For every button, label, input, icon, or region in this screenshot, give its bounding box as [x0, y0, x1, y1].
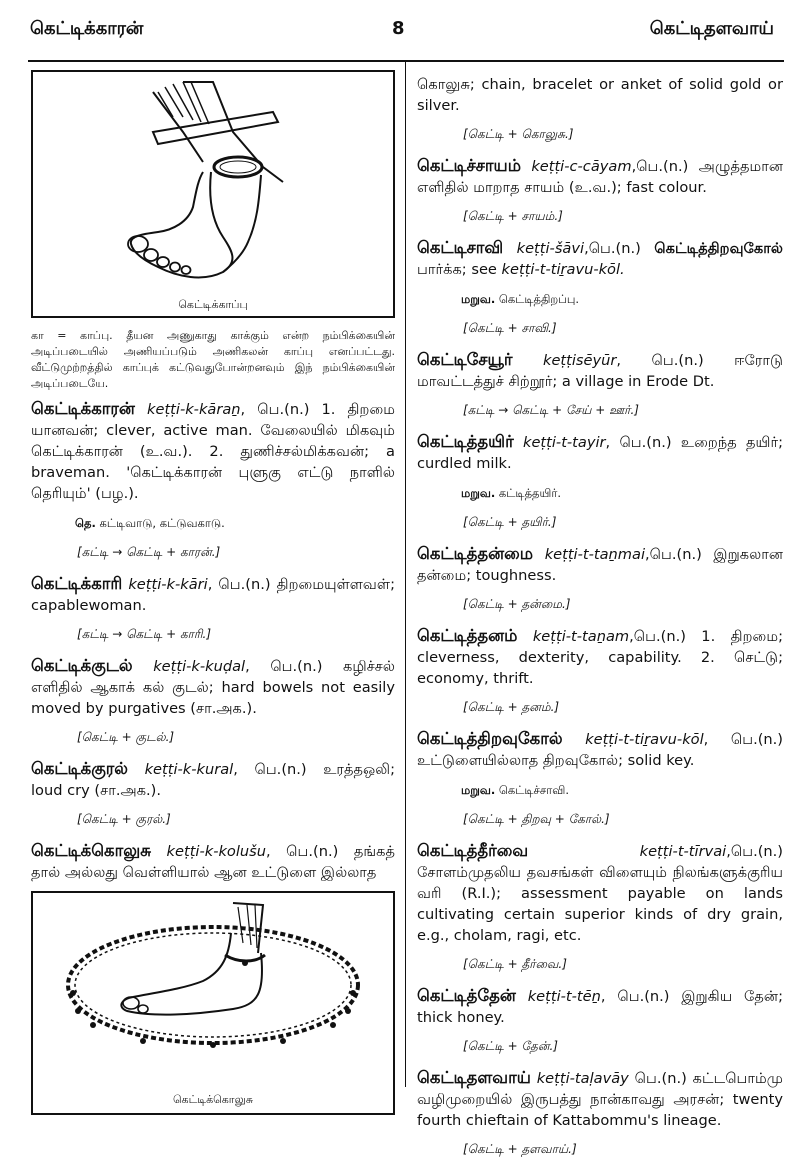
etymology: [கட்டி → கெட்டி + காரி.] [77, 627, 212, 641]
foot-with-anklet-illustration [33, 893, 393, 1113]
headword: கெட்டிசேயூர் [417, 350, 513, 369]
entry-kettikkural [31, 758, 395, 801]
sub-label: மறுவ. [461, 783, 496, 797]
entry-kettittiravukol [417, 728, 783, 771]
figure1-note: கா = காப்பு. தீயன அணுகாது காக்கும் என்ற நம்பிக்கையின் அடிப்படையில் அணியப்படும் அணிகலன் காப்பு எனப்பட்டது. வீட்டுமுற்றத்தில் காப்புக் கட்டுவதுபோன்றனவும் இந் நம்பிக்கையின் அடிப்படையே. [31, 329, 395, 390]
sub-label: தெ. [75, 516, 96, 530]
transliteration: keṭṭisēyūr [543, 352, 617, 369]
synonym-line [461, 483, 783, 504]
etymology: [கெட்டி + தீர்வை.] [463, 957, 567, 971]
definition: ,பெ.(n.) 1. திறமை; cleverness, dexterity, capability. 2. செட்டு; economy, thrift. [417, 628, 784, 687]
definition: , பெ.(n.) உரத்தஒலி; loud cry (சா.அக.). [31, 761, 395, 799]
etymology: [கெட்டி + தன்மை.] [463, 597, 571, 611]
definition: ,பெ.(n.) அழுத்தமான எளிதில் மாறாத சாயம் (உ.வ.); fast colour. [417, 158, 783, 196]
etymology: [கெட்டி + கொலுசு.] [463, 127, 574, 141]
entry-kettittanmai [417, 543, 783, 586]
definition: ,பெ.(n.) சோளம்முதலிய தவசங்கள் விளையும் நிலங்களுக்குரிய வரி (R.I.); assessment payable on lands cultivating certain superior kinds of dry grain, e.g., cholam, ragi, etc. [417, 843, 783, 944]
see-transliteration: keṭṭi-t-tiṟavu-kōl. [501, 261, 625, 278]
etymology: [கெட்டி + குடல்.] [77, 730, 175, 744]
transliteration: keṭṭi-t-taṉam [532, 628, 630, 645]
left-column [31, 70, 395, 1115]
definition: , பெ.(n.) திறமையுள்ளவள்; capablewoman. [31, 576, 395, 614]
definition: , பெ.(n.) தங்கத் தால் அல்லது வெள்ளியால் ஆன உட்டுளை இல்லாத [31, 843, 395, 881]
sub-text: கெட்டிச்சாவி. [498, 783, 570, 797]
transliteration: keṭṭi-k-kāraṉ [147, 401, 241, 418]
header-rule [28, 60, 784, 62]
page-number: 8 [392, 18, 405, 39]
entry-ketticcayam [417, 155, 783, 198]
entry-kettittirvai [417, 840, 783, 946]
page-header [0, 0, 800, 52]
transliteration: keṭṭi-šāvi [516, 240, 585, 257]
etymology: [கெட்டி + தளவாய்.] [463, 1142, 577, 1156]
entry-kettittayir [417, 431, 783, 474]
transliteration: keṭṭi-t-tēṉ [527, 988, 601, 1005]
entry-kettisavi [417, 237, 783, 280]
definition: , பெ.(n.) உறைந்த தயிர்; curdled milk. [417, 434, 784, 472]
headword: கெட்டிச்சாயம் [417, 156, 521, 175]
transliteration: keṭṭi-k-kuḍal [153, 658, 246, 675]
headword: கெட்டிதளவாய் [417, 1068, 531, 1087]
headword: கெட்டிக்காரன் [31, 399, 135, 418]
transliteration: keṭṭi-c-cāyam [531, 158, 632, 175]
etymology: [கெட்டி + குரல்.] [77, 812, 171, 826]
definition: ,பெ.(n.) [584, 240, 655, 257]
right-column [417, 74, 783, 1170]
transliteration: keṭṭi-taḷavāy [536, 1070, 629, 1087]
transliteration: keṭṭi-k-kolušu [166, 843, 266, 860]
etymology: [கெட்டி + தனம்.] [463, 700, 560, 714]
synonym-line [461, 289, 783, 310]
entry-kettikkudal [31, 655, 395, 719]
headword: கெட்டிசாவி [417, 238, 504, 257]
headword: கெட்டிக்கொலுசு [31, 841, 151, 860]
sub-text: கட்டிவாடு, கட்டுவகாடு. [99, 516, 225, 530]
transliteration: keṭṭi-k-kāri [128, 576, 208, 593]
etymology: [கெட்டி + தேன்.] [463, 1039, 558, 1053]
column-divider [405, 62, 406, 1087]
sub-text: கட்டித்தயிர். [498, 486, 562, 500]
header-right-guide-word: கெட்டிதளவாய் [649, 18, 774, 39]
headword: கெட்டித்தனம் [417, 626, 518, 645]
header-left-guide-word: கெட்டிக்காரன் [30, 18, 144, 39]
entry-kettitten [417, 985, 783, 1028]
figure-anklet-chain [31, 891, 395, 1115]
transliteration: keṭṭi-k-kural [144, 761, 234, 778]
entry-kettikkolusu [31, 840, 395, 883]
definition: , பெ.(n.) உட்டுளையில்லாத திறவுகோல்; solid key. [417, 731, 783, 769]
definition-continuation: கொலுசு; chain, bracelet or anket of solid gold or silver. [417, 76, 783, 114]
definition: , பெ.(n.) இறுகிய தேன்; thick honey. [417, 988, 783, 1026]
definition: , பெ.(n.) ஈரோடு மாவட்டத்துச் சிற்றூர்; a village in Erode Dt. [417, 352, 784, 390]
etymology: [கட்டி → கெட்டி + காரன்.] [77, 545, 221, 559]
definition: , பெ.(n.) கழிச்சல் எளிதில் ஆகாக் கல் குடல்; hard bowels not easily moved by purgatives (சா.அக.). [31, 658, 396, 717]
cognate-line [75, 513, 395, 534]
sub-text: கெட்டித்திறப்பு. [498, 292, 580, 306]
etymology: [கெட்டி + சாவி.] [463, 321, 557, 335]
foot-with-bangle-illustration [33, 72, 393, 316]
transliteration: keṭṭi-t-tiṟavu-kōl [585, 731, 704, 748]
entry-kettikkari [31, 573, 395, 616]
definition-tail: பார்க்க; see [417, 261, 502, 278]
sub-label: மறுவ. [461, 486, 496, 500]
headword: கெட்டித்தயிர் [417, 432, 514, 451]
transliteration: keṭṭi-t-tayir [523, 434, 606, 451]
figure2-caption: கெட்டிக்கொலுசு [173, 1093, 253, 1106]
transliteration: keṭṭi-t-tīrvai [639, 843, 727, 860]
etymology: [கெட்டி + தயிர்.] [463, 515, 557, 529]
entry-kettikkaran [31, 398, 395, 504]
definition: , பெ.(n.) 1. திறமை யானவன்; clever, active man. வேலையில் மிகவும் கெட்டிக்காரன் (உ.வ.). 2. துணிச்சல்மிக்கவன்; a braveman. 'கெட்டிக்காரன் புளுகு எட்டு நாளில் தெரியும்' (பழ.). [31, 401, 395, 502]
entry-kettitalavay [417, 1067, 783, 1131]
etymology: [கெட்டி + சாயம்.] [463, 209, 563, 223]
sub-label: மறுவ. [461, 292, 496, 306]
headword: கெட்டித்தன்மை [417, 544, 534, 563]
headword: கெட்டிக்குரல் [31, 759, 129, 778]
headword: கெட்டித்திறவுகோல் [417, 729, 563, 748]
definition: ,பெ.(n.) இறுகலான தன்மை; toughness. [417, 546, 784, 584]
entry-kettittanam [417, 625, 783, 689]
cross-reference: கெட்டித்திறவுகோல் [654, 240, 783, 257]
figure1-caption: கெட்டிக்காப்பு [178, 298, 248, 311]
transliteration: keṭṭi-t-taṉmai [544, 546, 645, 563]
synonym-line [461, 780, 783, 801]
etymology: [கெட்டி + திறவு + கோல்.] [463, 812, 610, 826]
headword: கெட்டித்தேன் [417, 986, 516, 1005]
headword: கெட்டிக்குடல் [31, 656, 133, 675]
headword: கெட்டித்தீர்வை [417, 841, 529, 860]
entry-kettiseyur [417, 349, 783, 392]
definition: பெ.(n.) கட்டபொம்மு வழிமுறையில் இருபத்து நான்காவது அரசன்; twenty fourth chieftain of Kattabommu's lineage. [417, 1070, 783, 1129]
headword: கெட்டிக்காரி [31, 574, 123, 593]
figure-anklet-foot [31, 70, 395, 318]
etymology: [கட்டி → கெட்டி + சேய் + ஊர்.] [463, 403, 639, 417]
entry-kettikkolusu-continued [417, 74, 783, 116]
